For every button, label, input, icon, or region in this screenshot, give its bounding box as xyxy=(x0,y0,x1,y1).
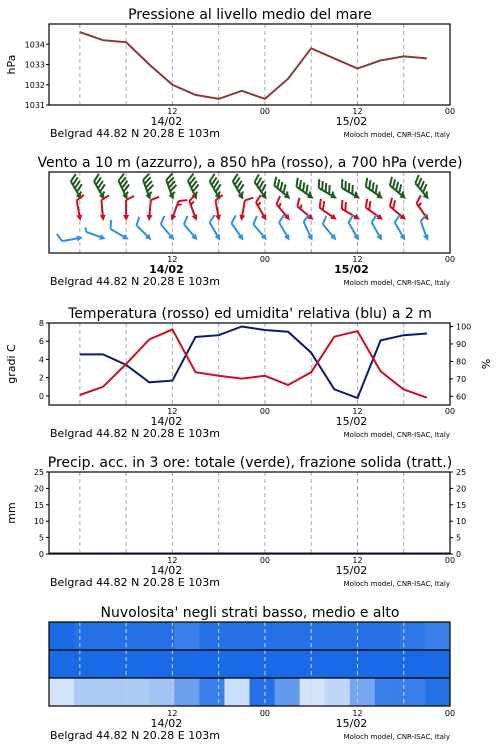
wind-barb-700hpa xyxy=(410,175,434,201)
barb-head xyxy=(261,214,269,222)
barb-head xyxy=(215,215,222,222)
y-right-tick-label: 70 xyxy=(456,374,467,384)
cloud-cell xyxy=(149,622,175,650)
barb-feather xyxy=(229,215,238,223)
y-tick-label: 10 xyxy=(33,517,44,527)
time-tick-label: 00 xyxy=(444,407,456,416)
location-label: Belgrad 44.82 N 20.28 E 103m xyxy=(50,427,220,440)
cloud-cell xyxy=(350,650,376,678)
cloud-cell xyxy=(325,650,351,678)
cloud-cell xyxy=(149,650,175,678)
temperature-humidity-panel xyxy=(5,306,493,440)
wind-barb-10m xyxy=(179,216,203,242)
y-right-axis-label: % xyxy=(480,358,493,370)
pressure-panel xyxy=(5,7,455,140)
cloud-cell xyxy=(124,622,150,650)
y-right-tick-label: 100 xyxy=(456,322,472,332)
barb-head xyxy=(307,234,315,242)
wind-barb-700hpa xyxy=(337,179,364,201)
pressure-line xyxy=(80,32,427,99)
y-axis-label: hPa xyxy=(5,54,18,75)
barb-head xyxy=(123,215,129,221)
cloud-cell xyxy=(74,622,100,650)
cloud-cell xyxy=(375,622,401,650)
cloud-cell xyxy=(174,622,200,650)
cloud-cover-panel xyxy=(49,605,455,742)
cloud-cell xyxy=(199,622,225,650)
cloud-cell xyxy=(99,650,125,678)
time-tick-label: 00 xyxy=(444,255,456,264)
wind-barb-700hpa xyxy=(162,174,181,201)
barb-head xyxy=(169,214,177,222)
barb-head xyxy=(353,234,361,242)
temperature-line xyxy=(80,329,427,397)
location-label: Belgrad 44.82 N 20.28 E 103m xyxy=(50,275,220,288)
wind-barb-850hpa xyxy=(315,199,342,222)
time-tick-label: 12 xyxy=(167,709,178,718)
y-right-tick-label: 80 xyxy=(456,357,467,367)
wind-barb-10m xyxy=(318,216,342,242)
y-right-tick-label: 0 xyxy=(456,550,462,559)
wind-barb-700hpa xyxy=(291,178,318,201)
cloud-cell xyxy=(325,678,351,706)
y-tick-label: 0 xyxy=(38,391,44,401)
wind-barb-850hpa xyxy=(272,196,296,222)
source-label: Moloch model, CNR-ISAC, Italy xyxy=(343,431,450,439)
cloud-cell xyxy=(300,650,326,678)
source-label: Moloch model, CNR-ISAC, Italy xyxy=(343,733,450,741)
wind-barb-700hpa xyxy=(139,174,158,201)
location-label: Belgrad 44.82 N 20.28 E 103m xyxy=(50,576,220,589)
y-tick-label: 2 xyxy=(38,373,44,383)
barb-feather xyxy=(107,220,114,229)
barb-head xyxy=(146,215,153,222)
barb-head xyxy=(284,234,292,242)
cloud-cell xyxy=(425,650,451,678)
barb-head xyxy=(400,234,408,242)
cloud-cell xyxy=(74,678,100,706)
time-tick-label: 00 xyxy=(259,407,271,416)
plot-border xyxy=(49,472,450,554)
barb-feather xyxy=(151,196,159,201)
y-tick-label: 1032 xyxy=(24,80,45,90)
wind-barb-700hpa xyxy=(228,174,250,201)
cloud-cell xyxy=(350,622,376,650)
time-tick-label: 00 xyxy=(259,556,271,565)
y-tick-label: 1033 xyxy=(24,60,45,70)
barb-head xyxy=(100,215,107,222)
cloud-cell xyxy=(224,650,250,678)
wind-barb-700hpa xyxy=(205,174,227,201)
wind-barb-850hpa xyxy=(169,196,188,223)
cloud-cell xyxy=(99,622,125,650)
barb-feather xyxy=(277,215,286,222)
barb-feather xyxy=(181,216,190,224)
time-tick-label: 12 xyxy=(352,255,363,264)
cloud-cell xyxy=(174,678,200,706)
plot-border xyxy=(49,323,450,405)
panel-title: Precip. acc. in 3 ore: totale (verde), frazione solida (tratt.) xyxy=(47,455,453,471)
wind-barb-700hpa xyxy=(314,179,341,201)
y-right-tick-label: 60 xyxy=(456,392,467,402)
barb-head xyxy=(76,215,83,222)
cloud-cell xyxy=(300,678,326,706)
cloud-cell xyxy=(74,650,100,678)
wind-barb-700hpa xyxy=(269,177,295,201)
time-tick-label: 12 xyxy=(167,107,178,116)
location-label: Belgrad 44.82 N 20.28 E 103m xyxy=(50,127,220,140)
source-label: Moloch model, CNR-ISAC, Italy xyxy=(343,279,450,287)
cloud-cell xyxy=(49,622,75,650)
wind-barb-700hpa xyxy=(66,174,88,201)
barb-feather xyxy=(57,233,62,242)
date-label: 14/02 xyxy=(150,717,183,730)
time-tick-label: 00 xyxy=(444,107,456,116)
cloud-cell xyxy=(124,678,150,706)
barb-feather xyxy=(179,197,188,203)
cloud-cell xyxy=(250,678,276,706)
barb-feather xyxy=(274,196,283,204)
wind-barb-850hpa xyxy=(251,195,273,222)
date-label: 14/02 xyxy=(149,263,184,276)
cloud-cell xyxy=(49,650,75,678)
time-tick-label: 12 xyxy=(352,556,363,565)
barb-feather xyxy=(245,196,254,201)
wind-barb-850hpa xyxy=(98,195,111,221)
barb-head xyxy=(376,234,384,242)
y-tick-label: 20 xyxy=(33,484,44,494)
y-tick-label: 15 xyxy=(33,500,44,510)
y-tick-label: 5 xyxy=(38,533,44,543)
barb-head xyxy=(423,234,431,242)
y-axis-label: mm xyxy=(5,502,18,524)
y-tick-label: 1034 xyxy=(24,40,45,50)
cloud-cell xyxy=(250,650,276,678)
time-tick-label: 12 xyxy=(167,556,178,565)
date-label: 15/02 xyxy=(334,263,369,276)
wind-barb-10m xyxy=(156,216,180,242)
time-tick-label: 12 xyxy=(167,407,178,416)
cloud-cell xyxy=(174,650,200,678)
barb-feather xyxy=(208,215,217,222)
source-label: Moloch model, CNR-ISAC, Italy xyxy=(343,580,450,588)
barb-half-feather xyxy=(84,227,87,231)
barb-feather xyxy=(320,216,329,224)
wind-panel xyxy=(37,155,462,288)
cloud-cell xyxy=(275,678,301,706)
cloud-cell xyxy=(425,678,451,706)
cloud-cell xyxy=(375,678,401,706)
time-tick-label: 12 xyxy=(352,107,363,116)
y-right-tick-label: 5 xyxy=(456,533,462,543)
cloud-cell xyxy=(375,650,401,678)
wind-barb-850hpa xyxy=(123,196,134,221)
y-tick-label: 25 xyxy=(33,468,44,477)
cloud-cell xyxy=(199,650,225,678)
date-label: 15/02 xyxy=(335,717,368,730)
y-tick-label: 0 xyxy=(38,550,44,559)
wind-barb-850hpa xyxy=(185,195,204,222)
cloud-cell xyxy=(250,622,276,650)
cloud-cell xyxy=(49,678,75,706)
time-tick-label: 12 xyxy=(352,407,363,416)
barb-head xyxy=(99,234,107,242)
cloud-cell xyxy=(149,678,175,706)
wind-barb-850hpa xyxy=(238,196,253,223)
cloud-cell xyxy=(224,678,250,706)
wind-barb-850hpa xyxy=(146,196,159,222)
wind-barb-10m xyxy=(390,215,412,242)
time-tick-label: 12 xyxy=(352,709,363,718)
cloud-cell xyxy=(275,622,301,650)
y-right-tick-label: 20 xyxy=(456,484,467,494)
barb-feather xyxy=(134,217,142,225)
cloud-cell xyxy=(300,622,326,650)
wind-barb-10m xyxy=(57,230,84,245)
y-tick-label: 1031 xyxy=(24,101,45,110)
y-right-tick-label: 25 xyxy=(456,468,467,477)
y-right-tick-label: 10 xyxy=(456,517,467,527)
barb-feather xyxy=(251,216,260,224)
date-label: 14/02 xyxy=(150,115,183,128)
date-label: 14/02 xyxy=(150,415,183,428)
time-tick-label: 00 xyxy=(259,709,271,718)
panel-title: Temperatura (rosso) ed umidita' relativa (blu) a 2 m xyxy=(68,306,432,322)
barb-feather xyxy=(414,195,423,203)
date-label: 14/02 xyxy=(150,564,183,577)
y-tick-label: 8 xyxy=(38,319,44,328)
wind-barb-700hpa xyxy=(385,177,411,201)
precipitation-panel xyxy=(5,455,466,589)
location-label: Belgrad 44.82 N 20.28 E 103m xyxy=(50,729,220,742)
panel-title: Vento a 10 m (azzurro), a 850 hPa (rosso), a 700 hPa (verde) xyxy=(37,155,463,171)
panel-title: Pressione al livello medio del mare xyxy=(128,7,372,23)
cloud-cell xyxy=(199,678,225,706)
time-tick-label: 00 xyxy=(259,255,271,264)
time-tick-label: 12 xyxy=(167,255,178,264)
cloud-cell xyxy=(224,622,250,650)
time-tick-label: 00 xyxy=(259,107,271,116)
date-label: 15/02 xyxy=(335,415,368,428)
wind-barb-700hpa xyxy=(250,174,273,201)
wind-barb-10m xyxy=(367,215,389,242)
wind-barb-10m xyxy=(106,220,133,242)
cloud-cell xyxy=(275,650,301,678)
y-tick-label: 6 xyxy=(38,337,44,347)
cloud-cell xyxy=(99,678,125,706)
y-tick-label: 4 xyxy=(38,355,44,365)
barb-head xyxy=(215,234,223,242)
cloud-cell xyxy=(425,622,451,650)
panel-title: Nuvolosita' negli strati basso, medio e alto xyxy=(100,605,400,621)
wind-barb-10m xyxy=(248,216,272,242)
wind-barb-10m xyxy=(274,215,296,242)
time-tick-label: 00 xyxy=(444,556,456,565)
cloud-cell xyxy=(350,678,376,706)
time-tick-label: 00 xyxy=(444,709,456,718)
date-label: 15/02 xyxy=(335,564,368,577)
y-right-tick-label: 90 xyxy=(456,339,467,349)
wind-barb-10m xyxy=(132,217,157,242)
wind-barb-10m xyxy=(83,227,107,241)
cloud-cell xyxy=(124,650,150,678)
barb-head xyxy=(330,193,338,201)
y-axis-label: gradi C xyxy=(5,344,18,384)
wind-barb-10m xyxy=(227,215,250,242)
source-label: Moloch model, CNR-ISAC, Italy xyxy=(343,131,450,139)
date-label: 15/02 xyxy=(335,115,368,128)
y-right-tick-label: 15 xyxy=(456,500,467,510)
cloud-cell xyxy=(325,622,351,650)
barb-head xyxy=(192,214,200,222)
barb-feather xyxy=(158,216,167,224)
wind-barb-700hpa xyxy=(361,178,388,201)
wind-barb-10m xyxy=(205,215,227,242)
barb-head xyxy=(238,215,245,222)
